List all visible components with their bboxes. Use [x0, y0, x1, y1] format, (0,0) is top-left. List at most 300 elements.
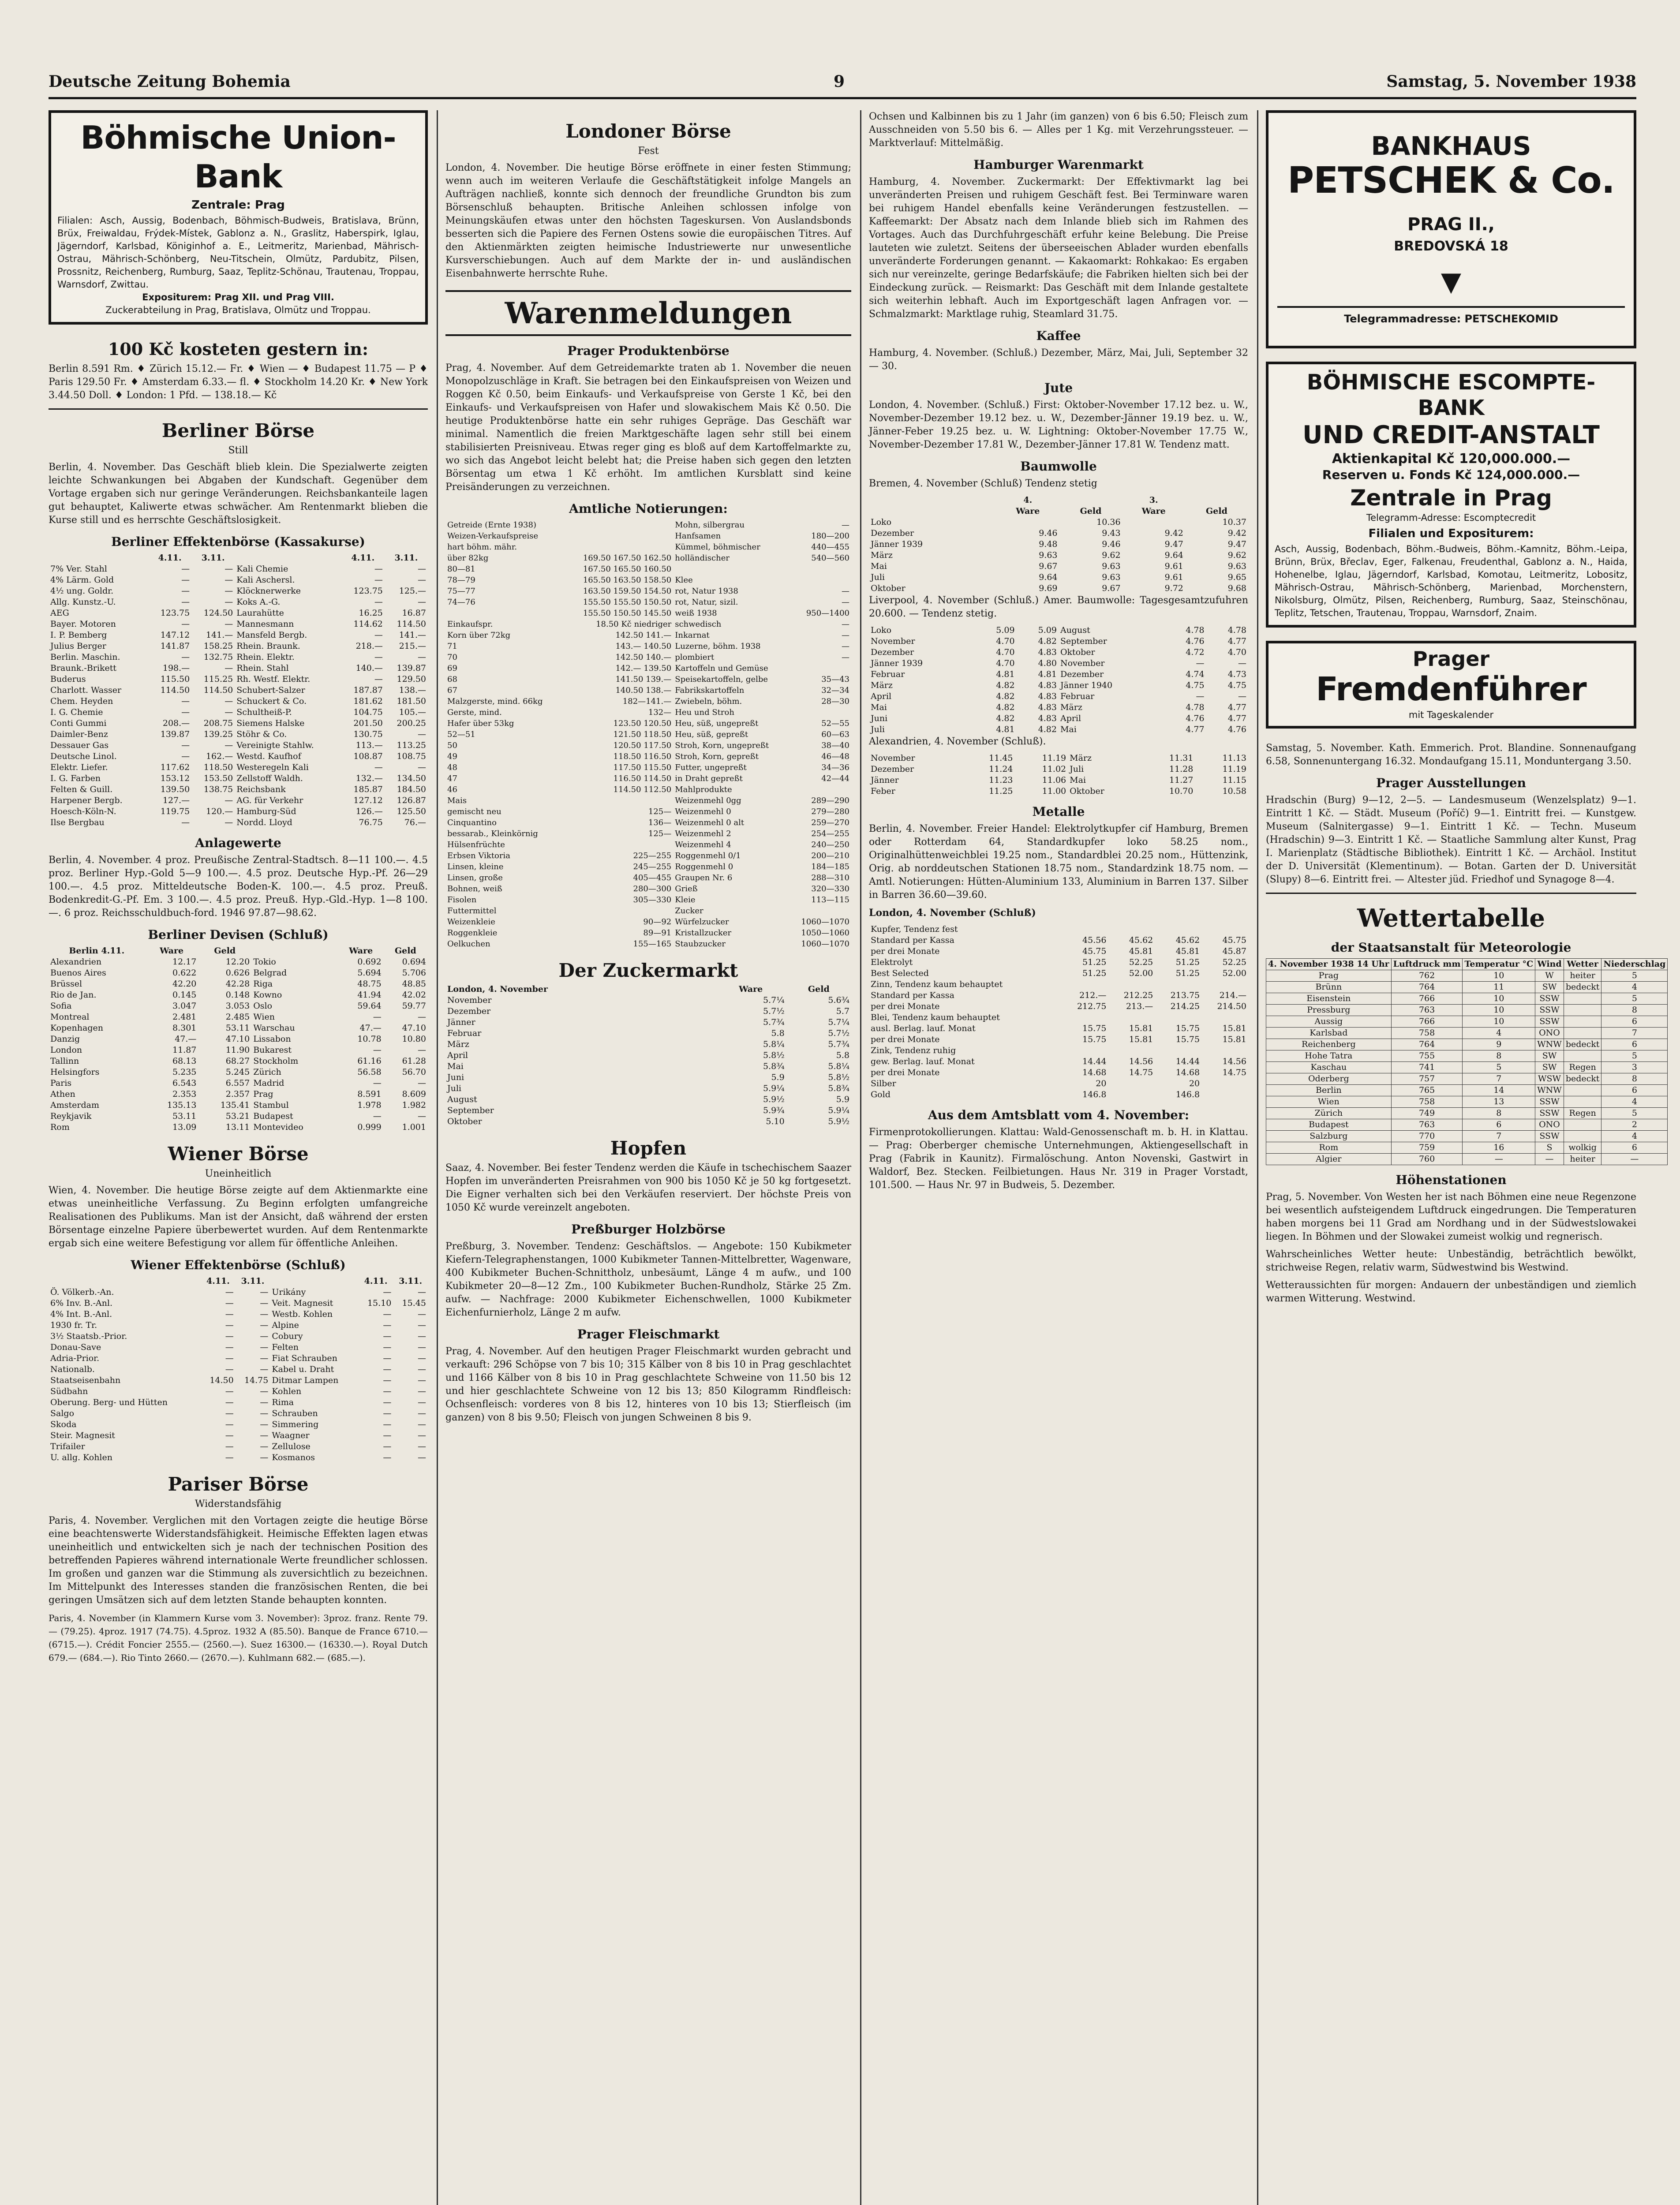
table-cell: 140.— — [355, 663, 383, 673]
berlin-title: Berliner Börse — [161, 420, 315, 441]
table-cell — [1155, 1045, 1201, 1056]
table-row — [49, 1298, 428, 1309]
table-row — [869, 572, 1248, 583]
petschek-logo-icon: ▼ — [1441, 266, 1462, 297]
table-cell: Waagner — [272, 1431, 310, 1440]
table-cell: Rh. Westf. Elektr. — [236, 674, 311, 684]
table-cell: 7% Ver. Stahl — [50, 564, 107, 574]
table-cell: plombiert — [675, 653, 715, 662]
london-title: Londoner Börse — [565, 120, 731, 142]
table-cell: 4.83 — [1038, 691, 1057, 701]
table-cell: 9.72 — [1164, 583, 1183, 593]
table-cell: 8.609 — [402, 1089, 426, 1099]
petschek-t4: BREDOVSKÁ 18 — [1394, 239, 1508, 254]
table-cell: — — [224, 707, 233, 717]
table-cell: Linsen, kleine — [447, 862, 504, 871]
table-cell: Deutsche Linol. — [50, 751, 117, 761]
table-cell: Mohn, silbergrau — [675, 520, 745, 530]
table-cell: 114.50 — [203, 685, 233, 695]
table-row — [445, 1028, 851, 1039]
table-cell: Chem. Heyden — [50, 696, 113, 706]
table-cell: November — [447, 995, 492, 1005]
table-cell: 68.13 — [172, 1056, 197, 1066]
table-cell: Riga — [253, 979, 273, 989]
table-cell: 5.7½ — [763, 1006, 785, 1016]
table-cell: bedeckt — [1564, 1039, 1601, 1050]
table-cell: 11.27 — [1169, 775, 1194, 785]
table-cell: — — [418, 1287, 426, 1297]
table-cell: 10 — [1463, 970, 1535, 982]
table-cell: 89—91 — [643, 928, 672, 938]
table-row — [869, 1034, 1248, 1045]
table-cell: — — [260, 1409, 269, 1418]
table-cell: 759 — [1391, 1142, 1463, 1154]
table-header: Ware — [349, 946, 373, 956]
table-cell — [1564, 1005, 1601, 1016]
table-cell: 4.81 — [1038, 669, 1057, 679]
table-cell: Wien — [1266, 1096, 1392, 1108]
kc-title: 100 Kč kosteten gestern in: — [108, 339, 369, 359]
table-cell: Danzig — [50, 1034, 80, 1044]
table-cell: Kaschau — [1266, 1062, 1392, 1073]
table-header: Ware — [1016, 506, 1040, 516]
table-cell: 5.9¼ — [828, 1106, 849, 1115]
table-row — [49, 1122, 428, 1133]
table-cell: — — [260, 1287, 269, 1297]
table-cell: per drei Monate — [871, 1035, 940, 1044]
table-cell: 15.75 — [1082, 1024, 1107, 1033]
table-cell: — — [181, 696, 190, 706]
table-cell: 4.75 — [1227, 680, 1246, 690]
table-cell: Madrid — [253, 1078, 284, 1088]
table-cell: — — [224, 586, 233, 596]
table-cell: 5.7¼ — [828, 1017, 849, 1027]
table-cell: 9 — [1463, 1039, 1535, 1050]
table-cell: Kohlen — [272, 1387, 302, 1396]
table-cell: 12.17 — [172, 957, 197, 967]
column-4 — [1266, 110, 1666, 2205]
table-cell: 5.7¾ — [828, 1039, 849, 1049]
table-header: 3.11. — [394, 553, 418, 563]
table-cell: 9.64 — [1164, 550, 1183, 560]
table-cell: Rom — [50, 1122, 70, 1132]
table-row — [445, 674, 851, 685]
table-cell: Eisenstein — [1266, 993, 1392, 1005]
table-cell: Belgrad — [253, 968, 287, 978]
table-cell: 53.21 — [225, 1111, 250, 1121]
table-cell: — — [1535, 1154, 1564, 1165]
table-cell: 108.75 — [397, 751, 426, 761]
table-cell: Zink, Tendenz ruhig — [871, 1046, 956, 1055]
table-cell: — — [383, 1409, 392, 1418]
table-cell: 68.27 — [225, 1056, 250, 1066]
table-cell: — — [260, 1309, 269, 1319]
table-row — [869, 968, 1248, 979]
table-cell — [564, 531, 673, 542]
table-cell: Westb. Kohlen — [272, 1309, 333, 1319]
petschek-t3: PRAG II., — [1407, 214, 1495, 235]
table-row — [49, 784, 428, 795]
table-cell: Charlott. Wasser — [50, 685, 122, 695]
table-cell: 11.02 — [1042, 764, 1066, 774]
table-cell: — — [374, 630, 383, 640]
table-header: Berlin 4.11. — [69, 946, 125, 956]
table-row — [49, 1100, 428, 1111]
table-row — [49, 957, 428, 968]
table-cell: 169.50 167.50 162.50 — [583, 553, 672, 563]
table-cell: 76.75 — [359, 818, 383, 827]
table-cell: 4.78 — [1227, 625, 1246, 635]
fremdenfuehrer-box — [1266, 641, 1636, 729]
table-cell: SSW — [1535, 1108, 1564, 1119]
table-cell: Salgo — [50, 1409, 75, 1418]
table-cell: — — [181, 707, 190, 717]
table-cell: 4.70 — [996, 658, 1015, 668]
table-header: Wind — [1535, 959, 1564, 970]
wien-text: Wien, 4. November. Die heutige Börse zeigte auf dem Aktienmarkte eine etwas uneinheitliche Verfassung. Zu Beginn erfolgten umfangreiche Realisationen des Publikums. Man ist der Ansicht, daß während der ersten Börsentage einzelne Papiere überbewertet wurden. Auf dem Rentenmarkte ergab sich eine weitere Befestigung vor allem für öffentliche Anleihen. — [49, 1185, 428, 1249]
baumwolle-title: Baumwolle — [1020, 459, 1097, 474]
table-row — [869, 636, 1248, 647]
wien-title: Wiener Börse — [168, 1143, 309, 1165]
table-cell: 14.44 — [1082, 1057, 1107, 1066]
table-cell: 118.50 116.50 — [613, 752, 672, 761]
holz-text: Preßburg, 3. November. Tendenz: Geschäftslos. — Angebote: 150 Kubikmeter Kiefern-Telegraphenstangen, 1000 Kubikmeter Tannen-Mittelbretter, Wagenware, 400 Kubikmeter Buchen-Schnittholz, unbesäumt, Länge 4 m aufw., und 100 Kubikmeter 20—8—12 Zm., 100 Kubikmeter Buchen-Rundholz, Stärke 25 Zm. aufw. — Nachfrage: 2000 Kubikmeter Eichenschwellen, 1000 Kubikmeter Eichenfurnierholz, Länge 2 m aufw. — [445, 1241, 851, 1318]
table-cell: Prag — [253, 1089, 273, 1099]
table-cell: 5.8 — [771, 1028, 785, 1038]
table-cell: rot, Natur 1938 — [675, 587, 738, 596]
table-cell: Jänner — [447, 1017, 475, 1027]
table-cell: April — [447, 1050, 468, 1060]
table-cell: — — [418, 1420, 426, 1429]
london-text: London, 4. November. Die heutige Börse eröffnete in einer festen Stimmung; wenn auch im weiteren Verlaufe die Geschäftstätigkeit infolge Mangels an Aufträgen nachließ, konnte sich dennoch der freundliche Grundton bis zum Börsenschluß behaupten. Britische Anleihen schlossen infolge von Meinungskäufen etwas unter den höchsten Tageskursen. Von Auslandsbonds besserten sich die Papiere des Fernen Ostens sowie die europäischen Titres. Auf den Aktienmärkten zeigten heimische Industriewerte nur unwesentliche Kursverschiebungen. Auch auf dem Markte der in- und ausländischen Eisenbahnwerte herrschte Ruhe. — [445, 162, 851, 279]
table-header — [251, 946, 338, 957]
table-cell: — — [842, 642, 849, 651]
table-cell — [564, 905, 673, 916]
wetter-title: Wettertabelle — [1357, 904, 1545, 933]
table-cell: 34—36 — [821, 763, 849, 772]
table-row — [445, 740, 851, 751]
table-cell: gemischt neu — [447, 807, 501, 816]
table-cell: 181.50 — [397, 696, 426, 706]
table-cell: — — [383, 1287, 392, 1297]
petschek-t2: PETSCHEK & Co. — [1287, 160, 1615, 202]
table-cell: 11.25 — [989, 786, 1013, 796]
table-cell: 51.25 — [1175, 957, 1200, 967]
table-cell: — — [225, 1298, 234, 1308]
table-cell: per drei Monate — [871, 946, 940, 956]
table-cell: Montevideo — [253, 1122, 303, 1132]
table-cell: Algier — [1266, 1154, 1392, 1165]
table-cell: 280—300 — [633, 884, 672, 893]
table-row — [49, 1331, 428, 1342]
table-header: Geld — [808, 984, 830, 994]
column-3 — [869, 110, 1248, 2205]
table-cell: 15.81 — [1222, 1024, 1246, 1033]
table-cell: Rima — [272, 1398, 294, 1407]
table-cell: 45.75 — [1222, 935, 1246, 945]
table-row — [445, 685, 851, 696]
table-row — [49, 990, 428, 1001]
wetter-table — [1266, 958, 1668, 1165]
table-header: London, 4. November — [447, 984, 548, 994]
table-cell: 766 — [1391, 1016, 1463, 1028]
table-cell: 42.28 — [225, 979, 250, 989]
table-cell: Oktober — [1060, 647, 1095, 657]
table-cell — [1155, 979, 1201, 990]
table-row — [445, 641, 851, 652]
table-cell: 3 — [1601, 1062, 1668, 1073]
table-cell: 127.— — [162, 796, 190, 805]
table-header: Ware — [159, 946, 184, 956]
table-cell: Nationalb. — [50, 1364, 95, 1374]
table-cell: 12.20 — [225, 957, 250, 967]
table-cell: Mais — [447, 796, 467, 805]
table-cell: 6.557 — [225, 1078, 250, 1088]
table-cell: 136— — [648, 818, 672, 827]
table-cell: Hanfsamen — [675, 531, 721, 541]
table-cell: 135.41 — [220, 1100, 250, 1110]
table-cell: 1.001 — [402, 1122, 426, 1132]
table-cell: Weizen-Verkaufspreise — [447, 531, 539, 541]
table-cell: Montreal — [50, 1012, 90, 1022]
table-cell: 5 — [1463, 1062, 1535, 1073]
table-row — [869, 702, 1248, 713]
table-cell: — — [418, 1320, 426, 1330]
table-cell: — — [181, 740, 190, 750]
table-cell: Dezember — [871, 764, 914, 774]
table-cell: 61.28 — [402, 1056, 426, 1066]
table-cell: 10.80 — [402, 1034, 426, 1044]
table-row — [1266, 1028, 1668, 1039]
table-row — [445, 597, 851, 608]
table-cell: — — [225, 1442, 234, 1451]
table-cell: 120.— — [206, 807, 233, 816]
table-cell: Weizenmehl 4 — [675, 840, 731, 849]
table-cell: 0.999 — [357, 1122, 382, 1132]
table-cell: 9.62 — [1227, 550, 1246, 560]
table-cell: 4% Int. B.-Anl. — [50, 1309, 112, 1319]
table-cell: 16.25 — [359, 608, 383, 618]
table-cell: — — [374, 674, 383, 684]
table-header: Ware — [1141, 506, 1166, 516]
table-row — [445, 1083, 851, 1094]
table-cell: 138.75 — [203, 785, 233, 794]
table-cell: — — [224, 818, 233, 827]
table-row — [445, 718, 851, 729]
paris-sub: Widerstandsfähig — [195, 1499, 282, 1510]
table-cell: 13.09 — [172, 1122, 197, 1132]
table-cell: 59.77 — [402, 1001, 426, 1011]
table-cell: 115.25 — [203, 674, 233, 684]
table-cell: — — [225, 1398, 234, 1407]
table-cell — [789, 564, 851, 575]
table-row — [49, 773, 428, 784]
table-cell: 214.25 — [1170, 1002, 1200, 1011]
table-cell: 1930 fr. Tr. — [50, 1320, 97, 1330]
table-cell: 763 — [1391, 1005, 1463, 1016]
table-row — [1266, 1073, 1668, 1085]
table-cell: 0.622 — [172, 968, 197, 978]
table-cell: — — [842, 520, 849, 530]
table-row — [49, 685, 428, 696]
table-cell: 47.10 — [225, 1034, 250, 1044]
table-cell: 10.58 — [1222, 786, 1246, 796]
table-row — [445, 817, 851, 828]
table-row — [49, 608, 428, 619]
table-cell: Weizenmehl 0 alt — [675, 818, 745, 827]
table-header — [869, 506, 996, 517]
table-cell: Berlin — [1266, 1085, 1392, 1096]
table-row — [49, 968, 428, 979]
table-cell — [673, 564, 789, 575]
table-cell: — — [383, 1453, 392, 1462]
table-cell: Mai — [871, 561, 887, 571]
table-row — [445, 729, 851, 740]
table-cell: 1060—1070 — [801, 939, 849, 949]
metalle-text: Berlin, 4. November. Freier Handel: Elektrolytkupfer cif Hamburg, Bremen oder Rotterdam 64, Standardkupfer loko 58.25 nom., Originalhüttenweichblei 19.25 nom., Standardblei 20.25 nom., Hüttenzink, Orig. ab norddeutschen Stationen 18.75 nom., Standardzink 18.75 nom. — Amtl. Notierungen: Hütten-Aluminium 133, Aluminium in Barren 137. Silber in Barren 36.60—39.60. — [869, 823, 1248, 901]
table-cell: 11.15 — [1222, 775, 1246, 785]
table-cell: 53.11 — [172, 1111, 197, 1121]
table-header: 3.11. — [241, 1276, 265, 1286]
wetter-sub: der Staatsanstalt für Meteorologie — [1331, 940, 1571, 955]
table-cell: 71 — [447, 642, 457, 651]
table-cell: 5.8¼ — [763, 1039, 785, 1049]
ad-union-bank-zucker: Zuckerabteilung in Prag, Bratislava, Olmütz und Troppau. — [105, 305, 371, 315]
table-cell: 5.694 — [357, 968, 382, 978]
table-cell: — — [224, 564, 233, 574]
effekten-table — [49, 553, 428, 828]
table-cell: — — [842, 598, 849, 607]
table-cell: 200—210 — [811, 851, 849, 860]
table-cell: 213.— — [1126, 1002, 1153, 1011]
table-cell: 18.50 Kč niedriger — [596, 620, 672, 629]
holz-title: Preßburger Holzbörse — [571, 1222, 726, 1237]
wetter-forecast: Wahrscheinliches Wetter heute: Unbeständig, beträchtlich bewölkt, strichweise Regen, relativ warm, Südwestwind bis Westwind. — [1266, 1249, 1636, 1273]
table-row — [445, 1006, 851, 1017]
table-cell: 125— — [648, 829, 672, 838]
table-cell: 52.00 — [1129, 968, 1153, 978]
table-cell: 757 — [1391, 1073, 1463, 1085]
table-cell: — — [260, 1387, 269, 1396]
table-cell: 259—270 — [811, 818, 849, 827]
table-row — [49, 663, 428, 674]
table-cell: Heu, süß, gepreßt — [675, 730, 748, 739]
table-cell: — — [224, 663, 233, 673]
fleisch-text: Prag, 4. November. Auf den heutigen Prager Fleischmarkt wurden gebracht und verkauft: 296 Schöpse von 7 bis 10; 315 Kälber von 8 bis 10 in Prag geschlachtet und 1166 Kälber von 8 bis 10 in Prag geschlachtete Schweine von 11.50 bis 12 und hier geschlachtete Schweine von 12 bis 13; 850 Kilogramm Rindfleisch: Ochsenfleisch: vorderes von 8 bis 12, hinteres von 10 bis 13; Stierfleisch (im ganzen) von 8 bis 9.50; Fleisch von jungen Schweinen 8 bis 9. — [445, 1346, 851, 1423]
table-cell: Kabel u. Draht — [272, 1364, 334, 1374]
table-row — [49, 1419, 428, 1430]
table-row — [445, 586, 851, 597]
table-cell: 14.68 — [1175, 1068, 1200, 1077]
table-cell: 5.235 — [172, 1067, 197, 1077]
table-cell: — — [260, 1342, 269, 1352]
table-cell: — — [181, 564, 190, 574]
table-cell: 208.75 — [203, 718, 233, 728]
table-cell: September — [447, 1106, 494, 1115]
table-row — [49, 795, 428, 806]
table-cell: — — [224, 740, 233, 750]
ad-union-bank-sub: Zentrale: Prag — [191, 198, 285, 212]
table-row — [49, 718, 428, 729]
table-row — [49, 1397, 428, 1408]
ad-union-bank-expo: Expositurem: Prag XII. und Prag VIII. — [142, 292, 334, 303]
table-cell: 11.90 — [225, 1045, 250, 1055]
table-cell: 2 — [1601, 1119, 1668, 1131]
table-cell — [1564, 1016, 1601, 1028]
table-row — [49, 1353, 428, 1364]
table-row — [49, 696, 428, 707]
table-cell: 123.75 — [160, 608, 190, 618]
table-row — [49, 641, 428, 652]
table-row — [445, 707, 851, 718]
table-cell: 155.50 150.50 145.50 — [583, 609, 672, 618]
paris-text: Paris, 4. November. Verglichen mit den Vortagen zeigte die heutige Börse eine beachtenswerte Widerstandsfähigkeit. Heimische Effekten lagen etwas uneinheitlich und entwickelten sich je nach der technischen Position des betreffenden Papieres während internationale Werte freundlicher schlossen. Im großen und ganzen war die Stimmung als zuversichtlich zu bezeichnen. Im Mittelpunkt des Interesses standen die französischen Renten, die bei geringen Umsätzen sich auf dem letzten Stande behaupten konnten. — [49, 1515, 428, 1606]
table-cell: — — [383, 1320, 392, 1330]
escompte-cap1: Aktienkapital Kč 120,000.000.— — [1332, 451, 1571, 467]
table-cell: 10 — [1463, 1005, 1535, 1016]
table-cell: 120.50 117.50 — [613, 741, 672, 750]
table-cell: Graupen Nr. 6 — [675, 873, 733, 882]
header-page-number: 9 — [834, 72, 845, 91]
waren-text: Prag, 4. November. Auf dem Getreidemarkte traten ab 1. November die neuen Monopolzuschläge in Kraft. Sie betragen bei den Einkaufspreisen von Weizen und Roggen Kč 0.50, beim Einkaufs- und Verkaufspreise von Gerste 1 Kč, bei den Einkaufs- und Verkaufspreisen von Hafer und slowakischem Mais Kč 0.50. Die heutige Produktenbörse hatte ein sehr ruhiges Gepräge. Das Geschäft war minimal. Namentlich die freien Marktgeschäfte lagen sehr still bei einem stabilisierten Preisniveau. Etwas reger ging es bloß auf dem Kartoffelmarkte zu, wo sich das Angebot leicht belebt hat; die Preise haben sich gegen den letzten Börsentag um etwa 1 Kč erhöht. Im amtlichen Kursblatt sind keine Preisänderungen zu verzeichnen. — [445, 363, 851, 493]
table-cell: Dezember — [871, 528, 914, 538]
table-row — [445, 773, 851, 784]
table-cell: Regen — [1564, 1108, 1601, 1119]
table-cell: Juni — [871, 714, 888, 723]
table-cell: 45.75 — [1082, 946, 1107, 956]
table-cell: — — [418, 1453, 426, 1462]
table-cell: Schultheiß-P. — [236, 707, 292, 717]
table-cell: Westeregeln Kali — [236, 762, 309, 772]
table-cell: — — [383, 1331, 392, 1341]
table-cell: 5.9½ — [828, 1117, 849, 1126]
table-cell: Heu, süß, ungepreßt — [675, 719, 759, 728]
table-cell: Best Selected — [871, 968, 929, 978]
table-cell: 123.50 120.50 — [613, 719, 672, 728]
table-row — [1266, 993, 1668, 1005]
kaffee-text: Hamburg, 4. November. (Schluß.) Dezember, März, Mai, Juli, September 32 — 30. — [869, 348, 1248, 372]
table-cell: Gold — [871, 1090, 891, 1099]
table-cell: 143.— 140.50 — [615, 642, 672, 651]
fleisch-title: Prager Fleischmarkt — [577, 1327, 720, 1342]
table-cell: Linsen, große — [447, 873, 503, 882]
table-cell: 113.25 — [397, 740, 426, 750]
fremden-t3: mit Tageskalender — [1408, 710, 1494, 720]
table-cell: 9.69 — [1039, 583, 1058, 593]
table-row — [1266, 1039, 1668, 1050]
table-cell: Mai — [1060, 725, 1077, 734]
table-cell: — — [260, 1420, 269, 1429]
table-cell: — — [225, 1342, 234, 1352]
wetter-text: Prag, 5. November. Von Westen her ist nach Böhmen eine neue Regenzone bei wesentlich aufsteigendem Luftdruck eingedrungen. Die Temperaturen haben morgens bei 11 Grad am Nordhang und in der Südwestslowakei liegen. In Böhmen und der Slowakei zumeist wolkig und regnerisch. — [1266, 1192, 1636, 1242]
table-row — [49, 762, 428, 773]
table-cell: Zürich — [1266, 1108, 1392, 1119]
table-cell: 5 — [1601, 970, 1668, 982]
table-cell: 125.— — [399, 586, 426, 596]
table-row — [49, 1342, 428, 1353]
table-cell: AG. für Verkehr — [236, 796, 303, 805]
table-cell: 14.50 — [210, 1375, 234, 1385]
metalle-title: Metalle — [1032, 804, 1085, 819]
table-cell: 440—455 — [811, 542, 849, 552]
table-row — [49, 674, 428, 685]
table-cell: Kopenhagen — [50, 1023, 103, 1033]
table-cell: 770 — [1391, 1131, 1463, 1142]
table-cell: 126.87 — [397, 796, 426, 805]
table-row — [445, 1017, 851, 1028]
table-cell: Oslo — [253, 1001, 273, 1011]
table-row — [1266, 1062, 1668, 1073]
